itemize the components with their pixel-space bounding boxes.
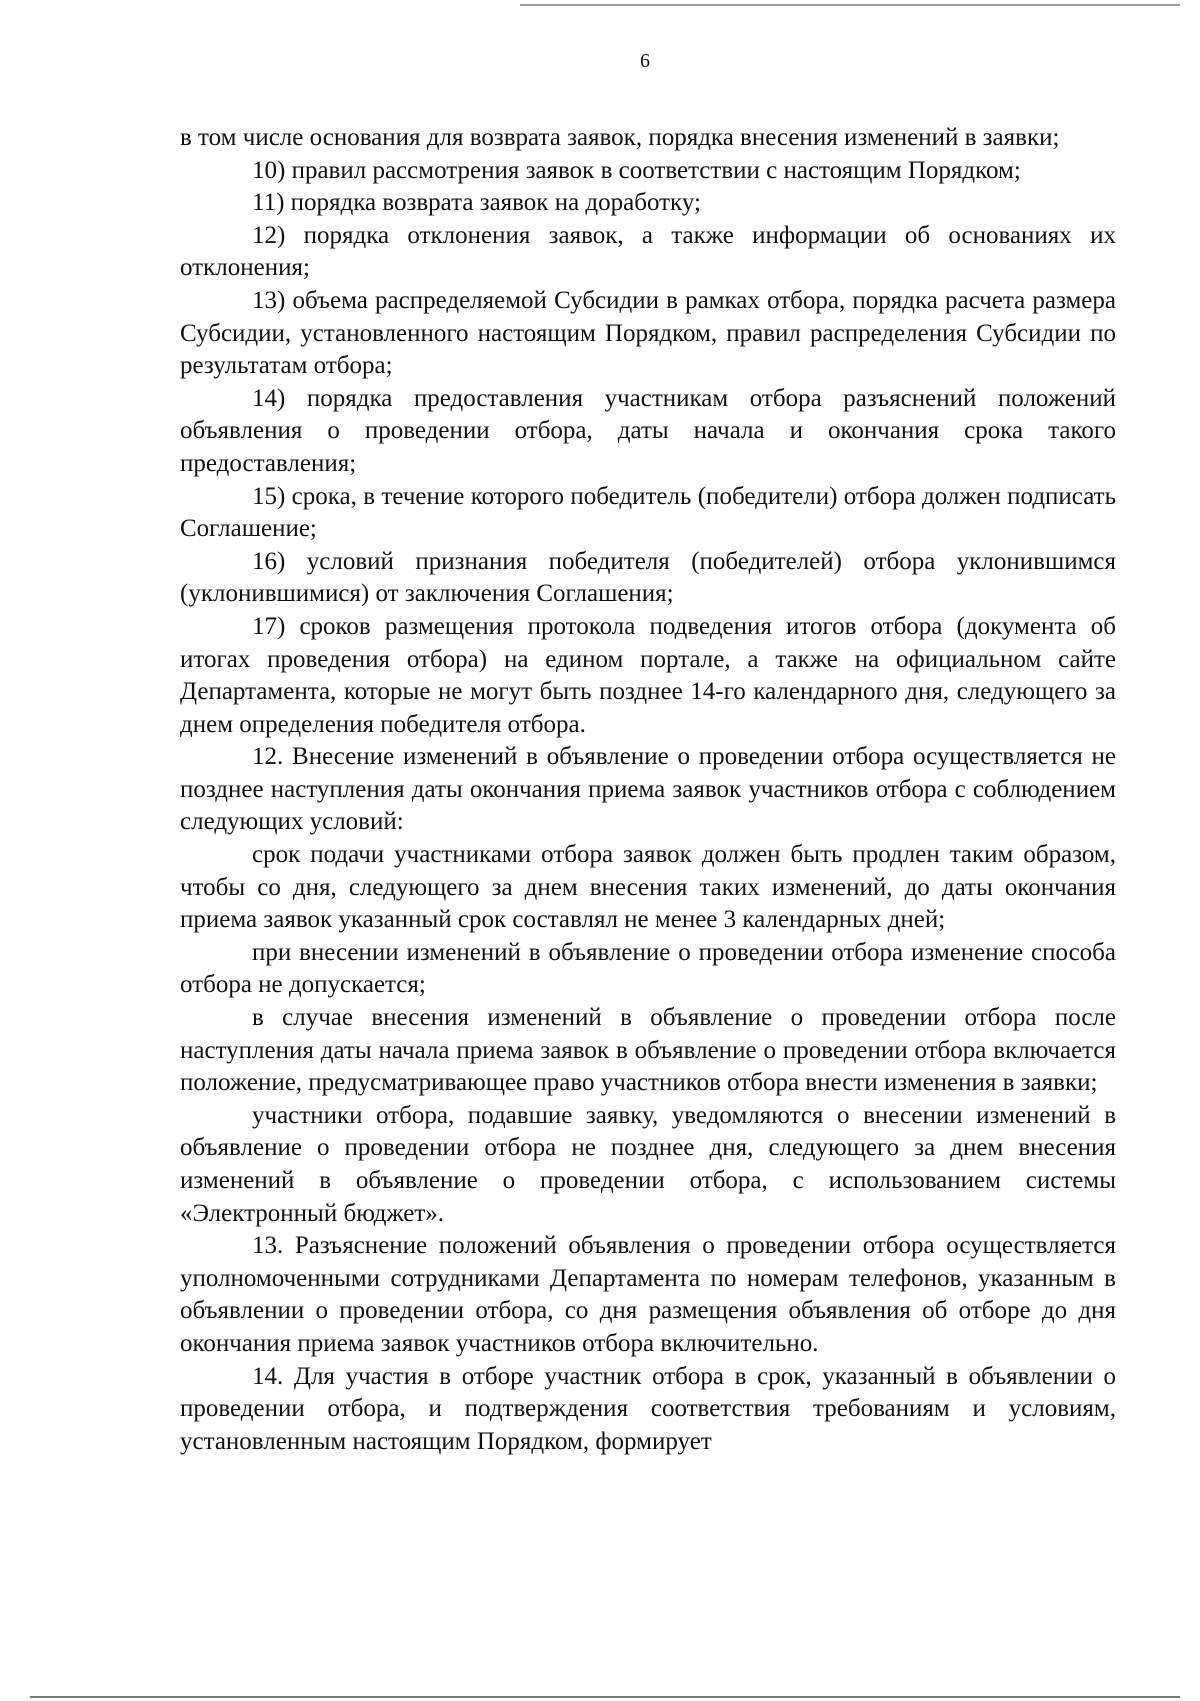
paragraph-item-17: 17) сроков размещения протокола подведения итогов отбора (документа об итогах проведения отбора) на едином портале, а также на официальном сайте Департамента, которые не могут быть позднее 14-го календарного дня, следующего за днем определения победителя отбора. [180, 612, 1116, 738]
paragraph-condition-notification: участники отбора, подавшие заявку, уведомляются о внесении изменений в объявление о проведении отбора не позднее дня, следующего за днем внесения изменений в объявление о проведении отбора, с использованием системы «Электронный бюджет». [180, 1101, 1116, 1227]
scan-edge-top [520, 4, 1180, 6]
paragraph-item-12: 12) порядка отклонения заявок, а также информации об основаниях их отклонения; [180, 221, 1116, 282]
scan-edge-bottom [30, 1696, 1180, 1698]
paragraph-section-13: 13. Разъяснение положений объявления о проведении отбора осуществляется уполномоченными сотрудниками Департамента по номерам телефонов, указанным в объявлении о проведении отбора, со дня размещения объявления об отборе до дня окончания приема заявок участников отбора включительно. [180, 1232, 1116, 1357]
paragraph-item-15: 15) срока, в течение которого победитель (победители) отбора должен подписать Соглашение; [180, 482, 1116, 543]
paragraph-condition-changes: в случае внесения изменений в объявление о проведении отбора после наступления даты начала приема заявок в объявление о проведении отбора включается положение, предусматривающее право участников отбора внести изменения в заявки; [180, 1004, 1116, 1097]
paragraph-item-16: 16) условий признания победителя (победителей) отбора уклонившимся (уклонившимися) от заключения Соглашения; [180, 547, 1116, 608]
paragraph-condition-deadline: срок подачи участниками отбора заявок должен быть продлен таким образом, чтобы со дня, следующего за днем внесения таких изменений, до даты окончания приема заявок указанный срок составлял не менее 3 календарных дней; [180, 841, 1116, 934]
page-number: 6 [640, 50, 650, 72]
paragraph-item-13: 13) объема распределяемой Субсидии в рамках отбора, порядка расчета размера Субсидии, установленного настоящим Порядком, правил распределения Субсидии по результатам отбора; [180, 286, 1116, 380]
paragraph-section-14: 14. Для участия в отборе участник отбора в срок, указанный в объявлении о проведении отбора, и подтверждения соответствия требованиям и условиям, установленным настоящим Порядком, формирует [180, 1362, 1116, 1455]
paragraph-item-11: 11) порядка возврата заявок на доработку; [252, 189, 701, 217]
paragraph-condition-method: при внесении изменений в объявление о проведении отбора изменение способа отбора не допускается; [180, 938, 1116, 999]
document-body [180, 122, 1116, 1458]
paragraph-item-14: 14) порядка предоставления участникам отбора разъяснений положений объявления о проведении отбора, даты начала и окончания срока такого предоставления; [180, 384, 1116, 477]
paragraph-item-10: 10) правил рассмотрения заявок в соответствии с настоящим Порядком; [252, 156, 1021, 184]
paragraph-continuation: в том числе основания для возврата заявок, порядка внесения изменений в заявки; [180, 124, 1060, 151]
paragraph-section-12: 12. Внесение изменений в объявление о проведении отбора осуществляется не позднее наступления даты окончания приема заявок участников отбора с соблюдением следующих условий: [180, 743, 1116, 836]
